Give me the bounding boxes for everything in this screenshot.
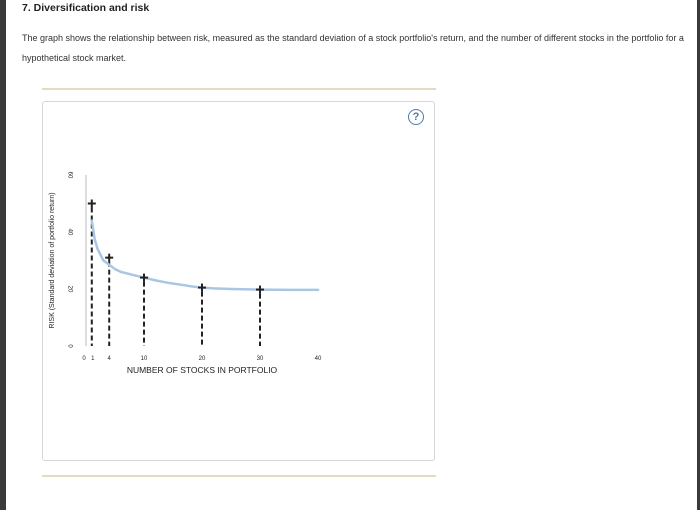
x-tick-label: 1	[91, 356, 95, 362]
risk-curve	[92, 221, 318, 290]
y-tick-label: 0	[66, 344, 73, 348]
top-divider	[42, 88, 436, 90]
x-tick-label: 4	[107, 356, 111, 362]
point-marker[interactable]	[105, 254, 113, 262]
point-marker[interactable]	[88, 200, 96, 208]
y-tick-label: 40	[66, 228, 73, 236]
x-tick-label: 40	[314, 356, 322, 362]
x-axis-title: NUMBER OF STOCKS IN PORTFOLIO	[126, 365, 278, 375]
y-tick-label: 60	[66, 171, 73, 179]
x-tick-label: 30	[256, 356, 264, 362]
point-marker[interactable]	[256, 286, 264, 294]
x-tick-label: 10	[140, 356, 148, 362]
x-tick-label: 20	[198, 356, 206, 362]
risk-chart	[42, 101, 435, 401]
help-icon[interactable]: ?	[408, 109, 424, 125]
y-axis-title: RISK (Standard deviation of portfolio return)	[48, 192, 56, 329]
drop-lines	[92, 208, 260, 347]
left-border	[0, 0, 6, 510]
point-markers	[88, 200, 264, 294]
y-tick-label: 20	[66, 285, 73, 293]
question-title: 7. Diversification and risk	[22, 2, 150, 14]
axis-labels	[49, 192, 278, 375]
curve-layer	[92, 221, 318, 290]
x-tick-label: 0	[82, 356, 86, 362]
bottom-divider	[42, 475, 436, 477]
question-description: The graph shows the relationship between risk, measured as the standard deviation of a stock portfolio's return, and the number of different stocks in the portfolio for a hypothetical stock market.	[22, 33, 684, 63]
axes	[66, 172, 322, 362]
point-marker[interactable]	[198, 284, 206, 292]
point-marker[interactable]	[140, 274, 148, 282]
